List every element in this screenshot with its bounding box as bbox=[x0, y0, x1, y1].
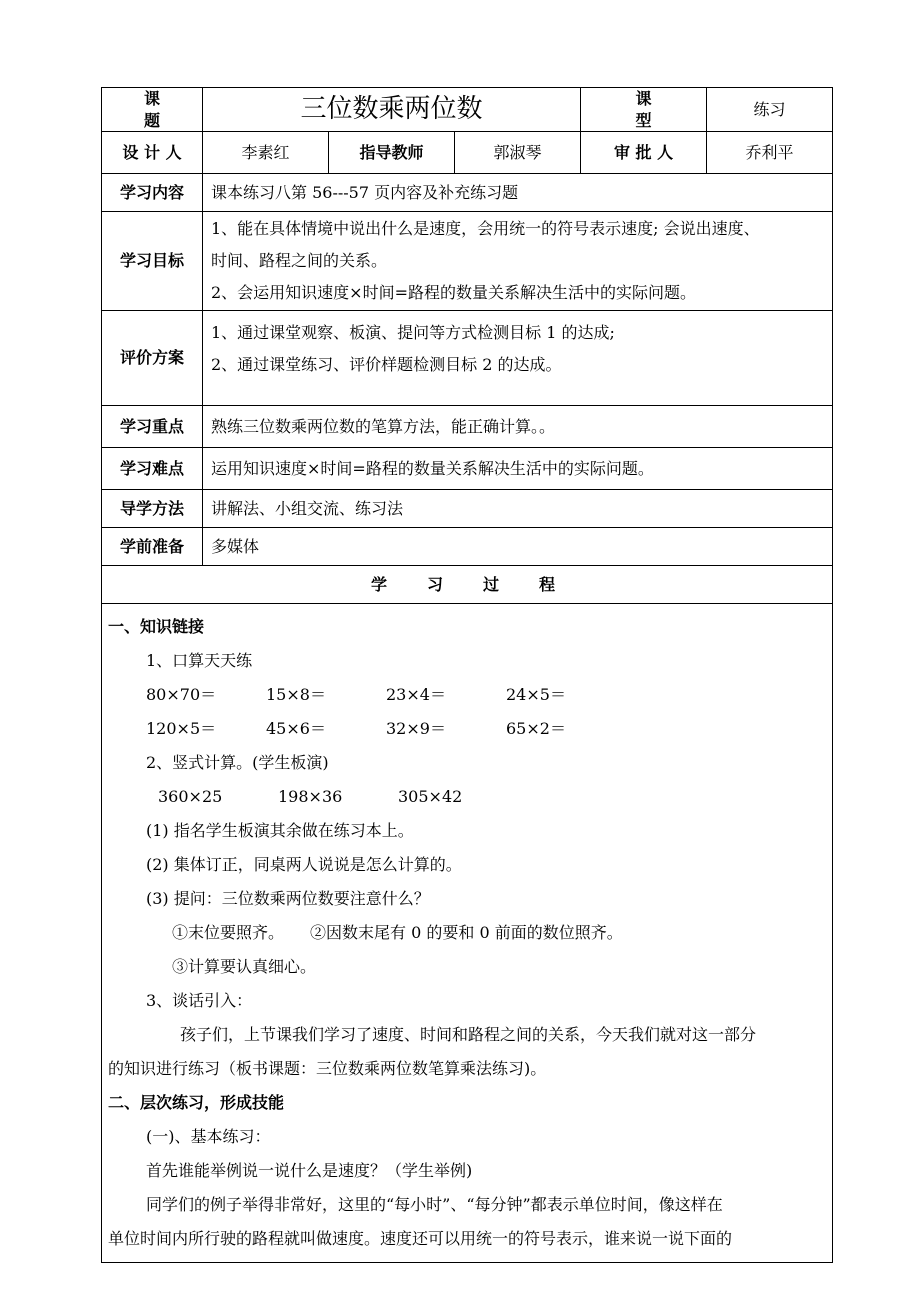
eval-label: 评价方案 bbox=[102, 311, 203, 406]
focus-label: 学习重点 bbox=[102, 406, 203, 448]
calc-item: 32×9＝ bbox=[386, 719, 446, 739]
calc-item: 23×4＝ bbox=[386, 685, 446, 705]
calc-row-2 bbox=[108, 712, 826, 746]
topic-value: 三位数乘两位数 bbox=[203, 88, 581, 132]
vertical-item: 305×42 bbox=[398, 787, 463, 807]
tip-3: ③计算要认真细心。 bbox=[172, 957, 317, 977]
item-oral-calc: 1、口算天天练 bbox=[146, 651, 253, 671]
topic-label: 课 题 bbox=[102, 88, 203, 132]
goal-value bbox=[203, 212, 833, 311]
eval-line-1: 1、通过课堂观察、板演、提问等方式检测目标 1 的达成; bbox=[211, 323, 615, 343]
tip-1: ①末位要照齐。 bbox=[172, 923, 285, 943]
process-body bbox=[102, 604, 833, 1263]
approver-value: 乔利平 bbox=[707, 132, 833, 174]
calc-item: 120×5＝ bbox=[146, 719, 217, 739]
calc-item: 45×6＝ bbox=[266, 719, 326, 739]
calc-item: 80×70＝ bbox=[146, 685, 217, 705]
basic-practice: (一)、基本练习： bbox=[146, 1127, 271, 1147]
tips-row bbox=[108, 916, 826, 950]
method-label: 导学方法 bbox=[102, 490, 203, 528]
type-label: 课 型 bbox=[581, 88, 707, 132]
content-value: 课本练习八第 56---57 页内容及补充练习题 bbox=[203, 174, 833, 212]
prep-value: 多媒体 bbox=[203, 528, 833, 566]
difficulty-value: 运用知识速度×时间=路程的数量关系解决生活中的实际问题。 bbox=[203, 448, 833, 490]
intro-line-b: 的知识进行练习（板书课题：三位数乘两位数笔算乘法练习)。 bbox=[108, 1059, 547, 1079]
advisor-label: 指导教师 bbox=[329, 132, 455, 174]
method-value: 讲解法、小组交流、练习法 bbox=[203, 490, 833, 528]
process-title: 学习过程 bbox=[102, 566, 833, 604]
vertical-item: 360×25 bbox=[158, 787, 223, 807]
section-practice: 二、层次练习，形成技能 bbox=[108, 1093, 285, 1113]
calc-item: 15×8＝ bbox=[266, 685, 326, 705]
step-2: (2) 集体订正，同桌两人说说是怎么计算的。 bbox=[146, 855, 462, 875]
goal-label: 学习目标 bbox=[102, 212, 203, 311]
tip-2: ②因数末尾有 0 的要和 0 前面的数位照齐。 bbox=[310, 923, 623, 943]
paragraph-line-a: 同学们的例子举得非常好，这里的“每小时”、“每分钟”都表示单位时间，像这样在 bbox=[146, 1195, 723, 1215]
calc-row-1 bbox=[108, 678, 826, 712]
goal-line-1: 1、能在具体情境中说出什么是速度，会用统一的符号表示速度; 会说出速度、 bbox=[211, 219, 760, 239]
advisor-value: 郭淑琴 bbox=[455, 132, 581, 174]
step-1: (1) 指名学生板演其余做在练习本上。 bbox=[146, 821, 414, 841]
step-3: (3) 提问：三位数乘两位数要注意什么？ bbox=[146, 889, 430, 909]
difficulty-label: 学习难点 bbox=[102, 448, 203, 490]
vertical-calc-row bbox=[108, 780, 826, 814]
designer-label: 设 计 人 bbox=[102, 132, 203, 174]
calc-item: 65×2＝ bbox=[506, 719, 566, 739]
calc-item: 24×5＝ bbox=[506, 685, 566, 705]
goal-line-2: 2、会运用知识速度×时间=路程的数量关系解决生活中的实际问题。 bbox=[211, 283, 696, 303]
lesson-plan-table bbox=[101, 87, 833, 1263]
item-vertical-calc: 2、竖式计算。(学生板演) bbox=[146, 753, 329, 773]
prep-label: 学前准备 bbox=[102, 528, 203, 566]
type-value: 练习 bbox=[707, 88, 833, 132]
section-knowledge-link: 一、知识链接 bbox=[108, 617, 205, 637]
content-label: 学习内容 bbox=[102, 174, 203, 212]
question-1: 首先谁能举例说一说什么是速度？（学生举例) bbox=[146, 1161, 473, 1181]
designer-value: 李素红 bbox=[203, 132, 329, 174]
paragraph-line-b: 单位时间内所行驶的路程就叫做速度。速度还可以用统一的符号表示，谁来说一说下面的 bbox=[108, 1229, 733, 1249]
item-intro: 3、谈话引入： bbox=[146, 991, 253, 1011]
goal-line-1b: 时间、路程之间的关系。 bbox=[211, 251, 388, 271]
eval-line-2: 2、通过课堂练习、评价样题检测目标 2 的达成。 bbox=[211, 355, 562, 375]
focus-value: 熟练三位数乘两位数的笔算方法，能正确计算。。 bbox=[203, 406, 833, 448]
intro-line-a: 孩子们，上节课我们学习了速度、时间和路程之间的关系，今天我们就对这一部分 bbox=[180, 1025, 757, 1045]
eval-value bbox=[203, 311, 833, 406]
approver-label: 审 批 人 bbox=[581, 132, 707, 174]
vertical-item: 198×36 bbox=[278, 787, 343, 807]
